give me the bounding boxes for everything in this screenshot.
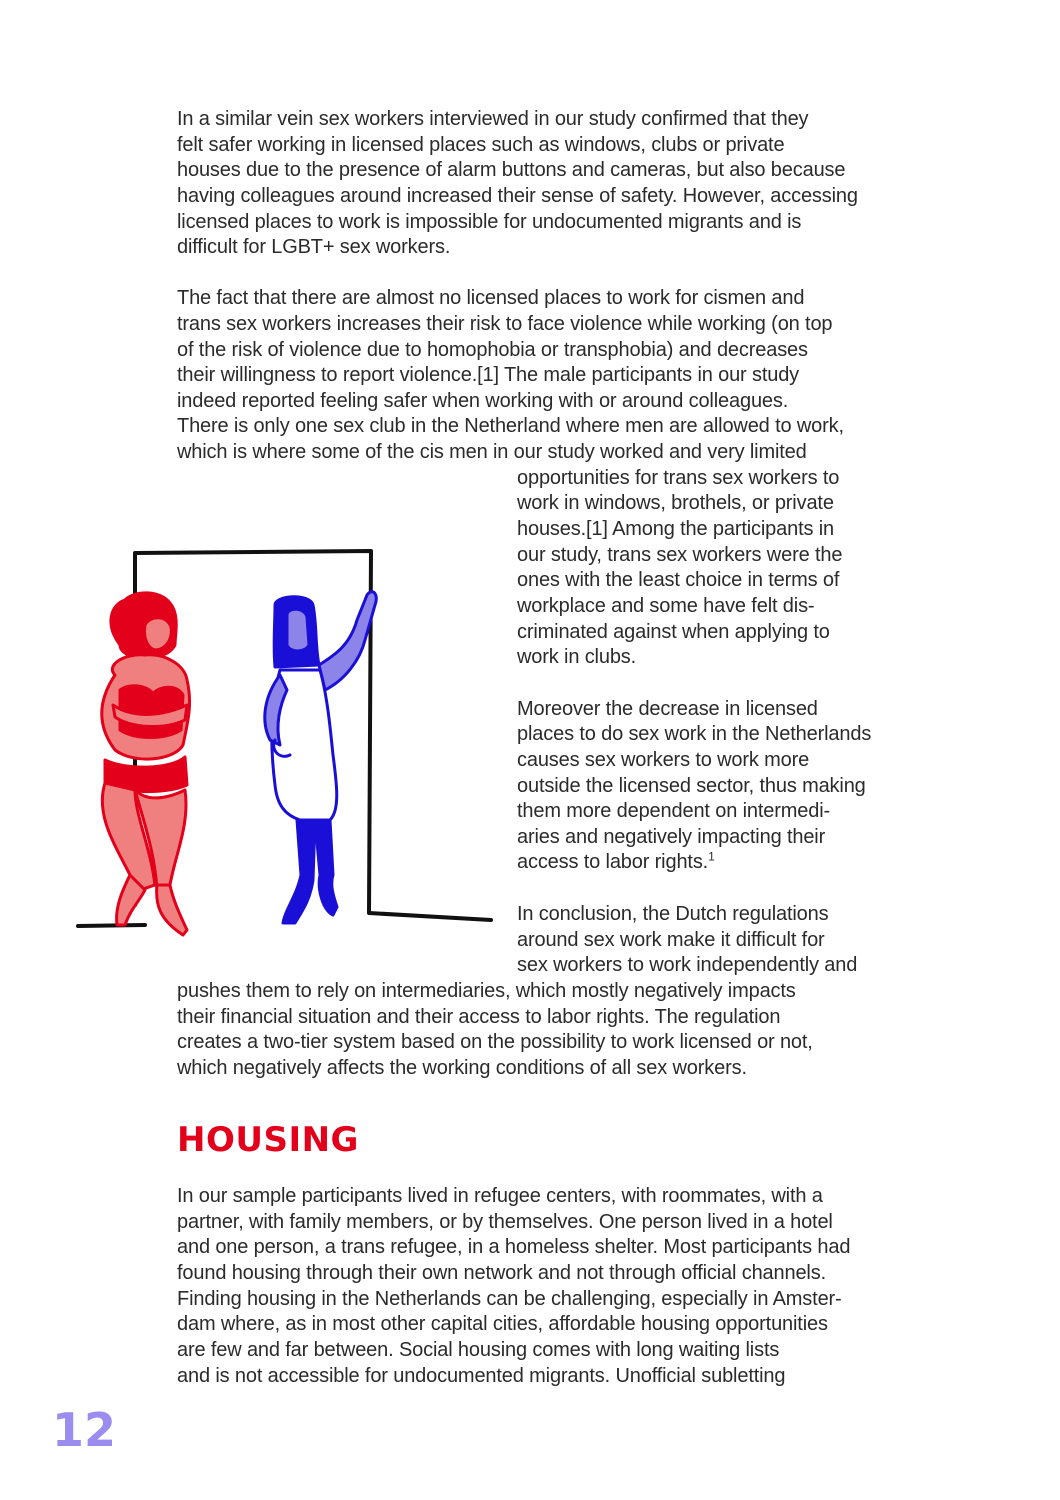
text-line: In our sample participants lived in refugee centers, with roommates, with a [177, 1185, 823, 1207]
text-line: found housing through their own network and not through official channels. [177, 1262, 826, 1284]
text-line: places to do sex work in the Netherlands [517, 723, 872, 745]
text-line: are few and far between. Social housing comes with long waiting lists [177, 1339, 780, 1361]
text-line: dam where, as in most other capital cities, affordable housing opportunities [177, 1313, 828, 1335]
text-line: work in clubs. [517, 646, 637, 668]
text-line: Moreover the decrease in licensed [517, 698, 818, 720]
text-line: them more dependent on intermedi- [517, 800, 831, 822]
text-line: which negatively affects the working conditions of all sex workers. [177, 1057, 747, 1079]
text-line: pushes them to rely on intermediaries, which mostly negatively impacts [177, 980, 796, 1002]
text-line: licensed places to work is impossible for undocumented migrants and is [177, 211, 802, 233]
blue-figure [265, 592, 376, 923]
text-line: The fact that there are almost no licensed places to work for cismen and [177, 287, 805, 309]
text-line: In conclusion, the Dutch regulations [517, 903, 829, 925]
text-line: sex workers to work independently and [517, 954, 858, 976]
text-line: ones with the least choice in terms of [517, 569, 840, 591]
text-line: work in windows, brothels, or private [517, 492, 834, 514]
text-line: criminated against when applying to [517, 621, 830, 643]
text-line: outside the licensed sector, thus making [517, 775, 866, 797]
text-line: difficult for LGBT+ sex workers. [177, 236, 451, 258]
text-line: Finding housing in the Netherlands can be challenging, especially in Amster- [177, 1288, 842, 1310]
text-line: In a similar vein sex workers interviewed in our study confirmed that they [177, 108, 809, 130]
text-line: their financial situation and their access to labor rights. The regulation [177, 1006, 781, 1028]
text-line: partner, with family members, or by themselves. One person lived in a hotel [177, 1211, 833, 1233]
text-line: There is only one sex club in the Netherland where men are allowed to work, [177, 415, 844, 437]
text-line: and one person, a trans refugee, in a homeless shelter. Most participants had [177, 1236, 851, 1258]
red-figure [102, 593, 190, 935]
text-line: our study, trans sex workers were the [517, 544, 843, 566]
text-line: around sex work make it difficult for [517, 929, 825, 951]
text-line: indeed reported feeling safer when working with or around colleagues. [177, 390, 789, 412]
text-line [517, 850, 715, 876]
text-line: having colleagues around increased their sense of safety. However, accessing [177, 185, 858, 207]
text-line-content: access to labor rights. [517, 851, 709, 873]
text-line: creates a two-tier system based on the possibility to work licensed or not, [177, 1031, 813, 1053]
text-line: and is not accessible for undocumented migrants. Unofficial subletting [177, 1365, 786, 1387]
text-line: of the risk of violence due to homophobia or transphobia) and decreases [177, 339, 808, 361]
text-line: houses.[1] Among the participants in [517, 518, 835, 540]
illustration-sex-workers-doorway [75, 545, 495, 940]
text-line: their willingness to report violence.[1] The male participants in our study [177, 364, 800, 386]
page-number: 12 [52, 1403, 117, 1457]
footnote-marker[interactable]: 1 [708, 849, 715, 864]
section-heading: HOUSING [177, 1120, 359, 1160]
text-line: opportunities for trans sex workers to [517, 467, 840, 489]
text-line: felt safer working in licensed places such as windows, clubs or private [177, 134, 785, 156]
text-line: which is where some of the cis men in our study worked and very limited [177, 441, 807, 463]
text-line: causes sex workers to work more [517, 749, 810, 771]
text-line: houses due to the presence of alarm buttons and cameras, but also because [177, 159, 846, 181]
text-line: aries and negatively impacting their [517, 826, 826, 848]
text-line: workplace and some have felt dis- [517, 595, 815, 617]
text-line: trans sex workers increases their risk to face violence while working (on top [177, 313, 833, 335]
